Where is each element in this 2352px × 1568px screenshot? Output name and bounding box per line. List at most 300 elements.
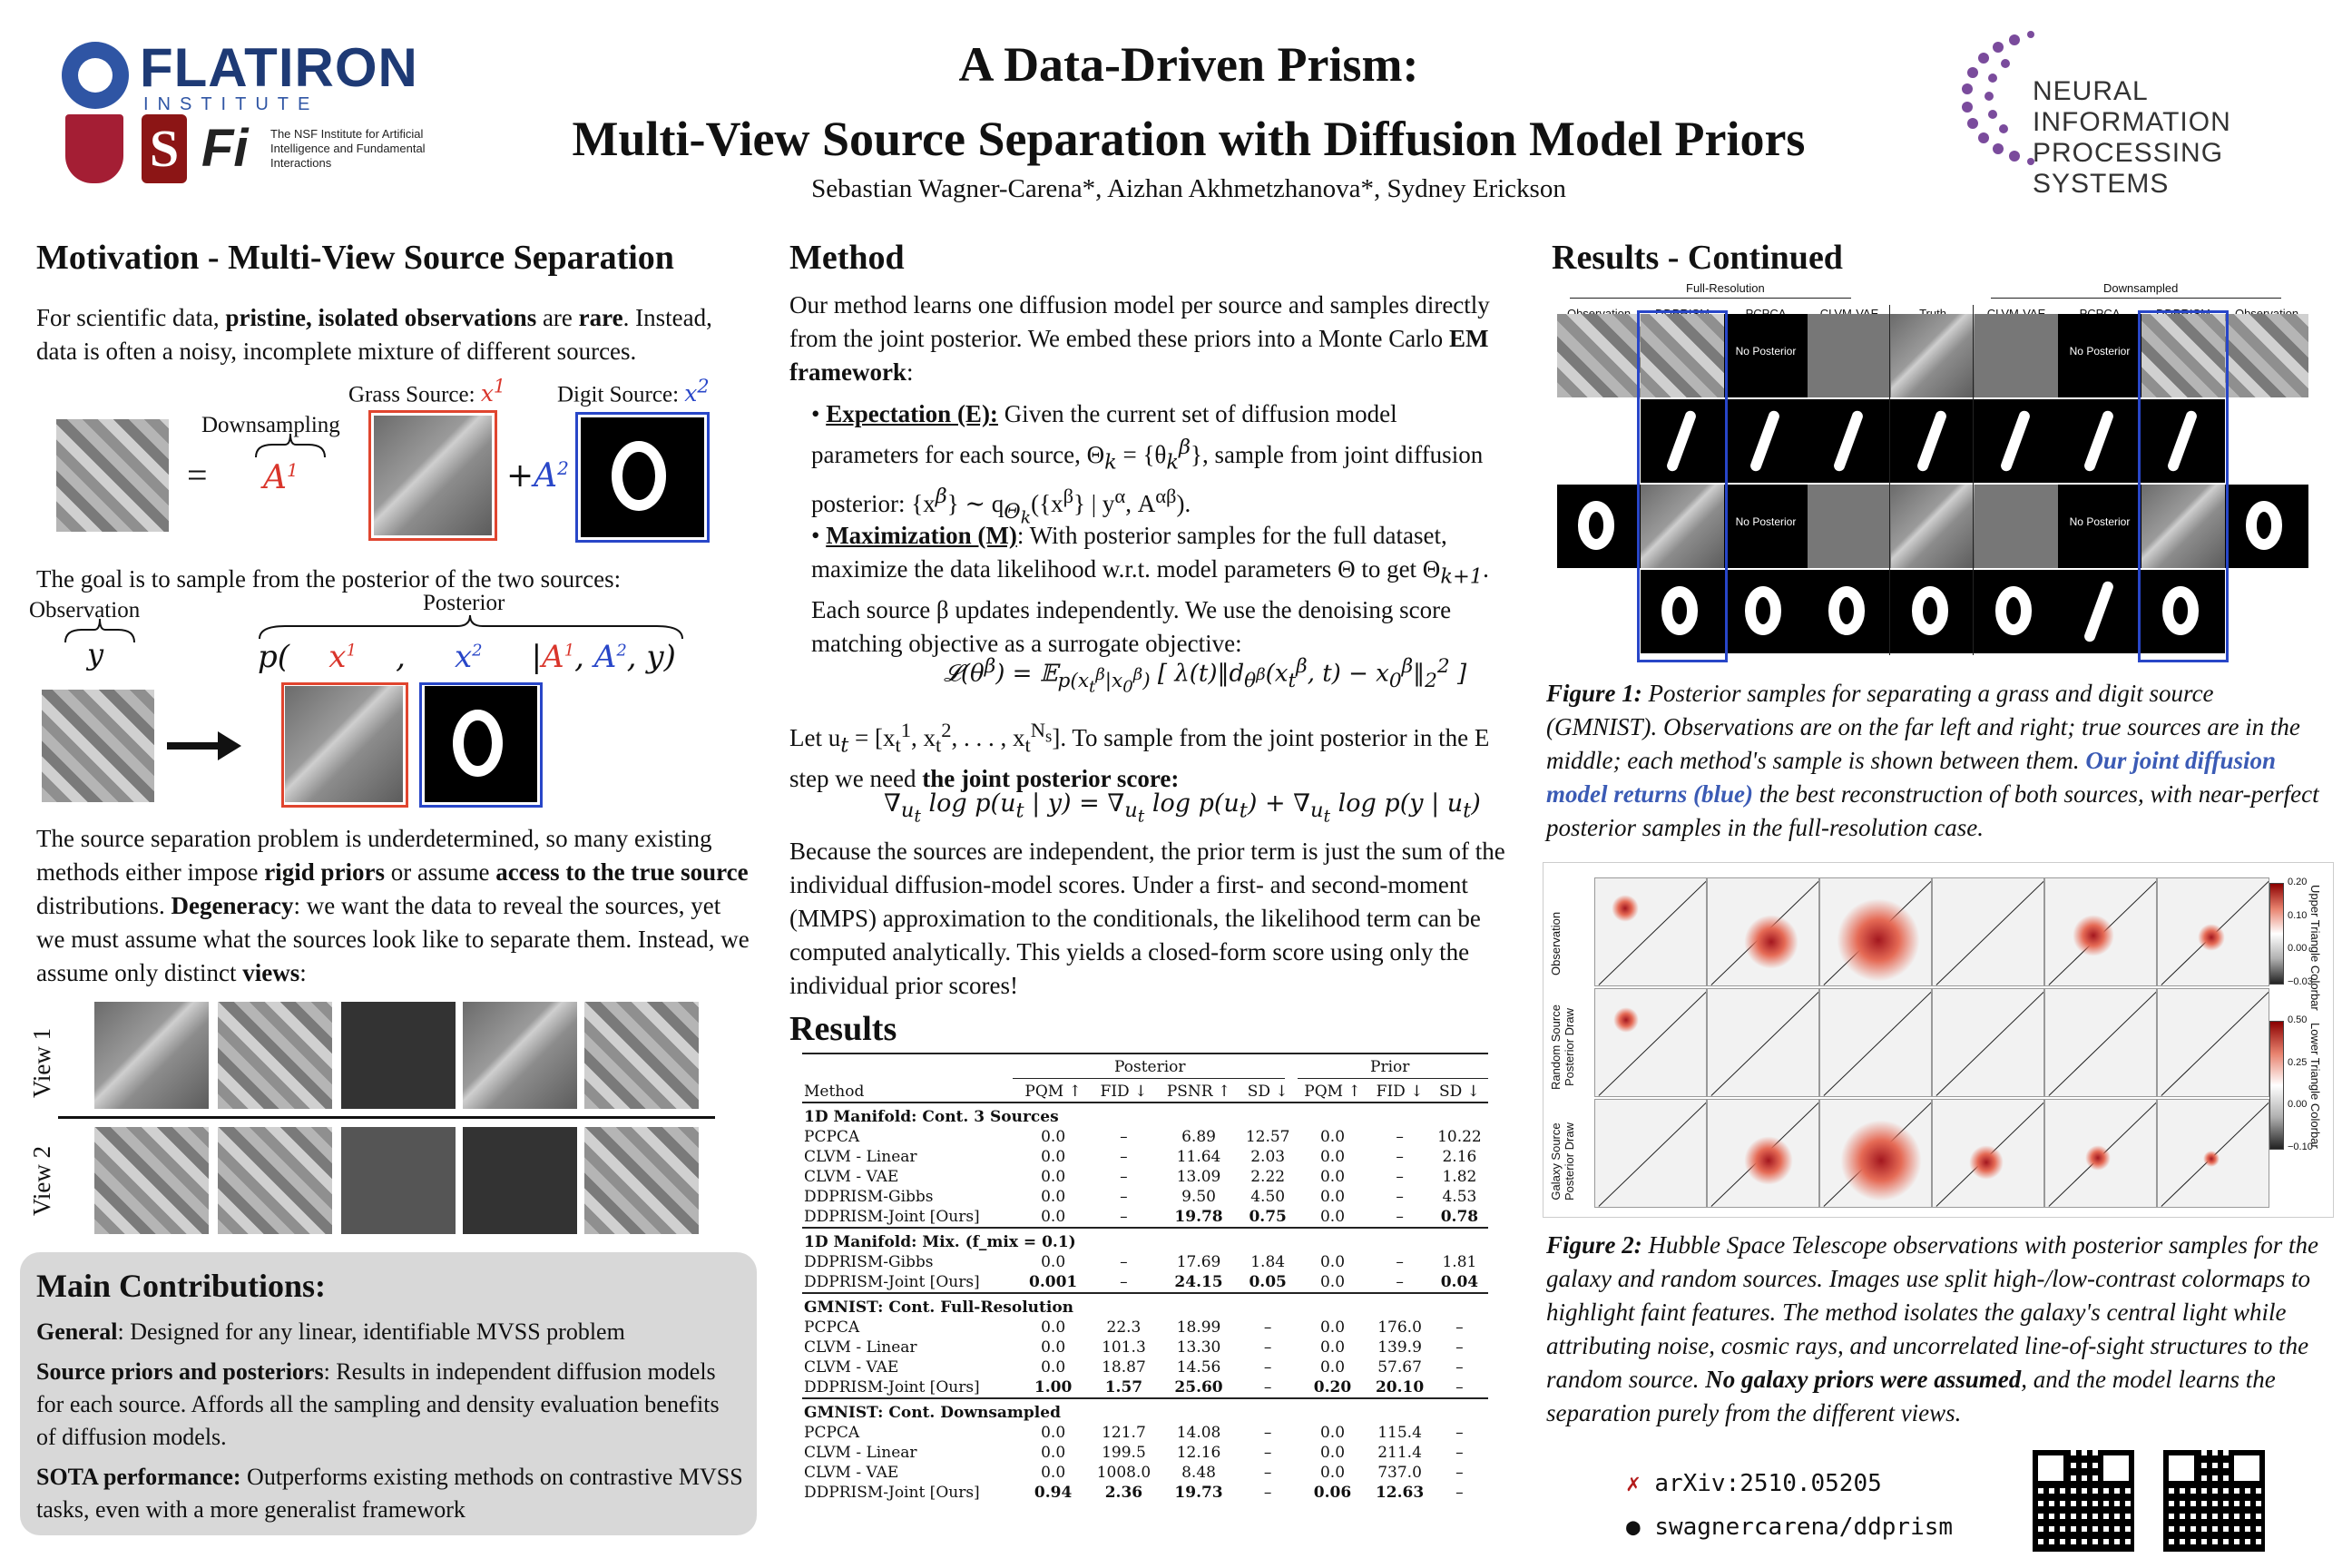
fig2-panel [1707,877,1819,986]
table-cell: 1.00 [1034,1378,1073,1396]
table-cell: CLVM - Linear [804,1338,917,1357]
full-res-label: Full-Resolution [1686,281,1765,295]
fig1-separator [1973,305,1974,655]
figure-2 [1543,862,2334,1218]
digit-source-frame [575,412,710,543]
stanford-logo-icon: S [142,114,187,183]
table-cell: – [1263,1338,1272,1357]
view2-image-1 [94,1127,209,1234]
table-cell: – [1455,1424,1464,1442]
table-section-title: 1D Manifold: Cont. 3 Sources [802,1102,1488,1127]
fig1-sample-image [1891,314,1975,397]
table-cell: 11.64 [1176,1148,1221,1166]
text-run: No galaxy priors were assumed [1705,1366,2022,1393]
table-cell: – [1455,1338,1464,1357]
github-icon: ● [1626,1514,1641,1541]
table-cell: 13.30 [1176,1338,1221,1357]
text-run: The source separation problem is underdetermined, so many existing methods either impose [36,825,712,886]
contribution-general [36,1316,744,1348]
results-table [802,1082,1488,1503]
neurips-line-1: NEURAL INFORMATION [2033,76,2231,137]
fig2-source-blob [1744,1136,1793,1185]
table-cell: – [1396,1188,1404,1206]
table-cell: – [1120,1273,1128,1291]
colorbar-tick-label: 0.50 [2288,1014,2308,1025]
table-row [802,1338,1488,1357]
text-run: : Results in independent diffusion models for each source. Affords all the sampling and density evaluation benefits of diffusion models. [36,1358,720,1450]
flatiron-subtitle: INSTITUTE [143,94,319,114]
table-cell: 0.0 [1319,1188,1346,1206]
table-cell: DDPRISM-Gibbs [804,1253,934,1271]
full-res-rule [1570,298,1851,299]
fig2-panel [2157,1099,2269,1208]
text-run: EM framework [789,325,1489,386]
table-top-rule [802,1053,1488,1054]
dsm-formula: $𝓛(\theta^\beta)$ = 𝔼$_{p(x_t^\beta|x_0^\beta)}$ [ $\lambda(t)‖d_{\theta^\beta}(x_t^\beta$, $t) - x_0^\beta‖_2^2$ ] [944,655,1467,697]
table-section-row [802,1228,1488,1252]
colorbar-tick-label: −0.03 [2288,976,2313,987]
fig1-sample-image [2058,570,2141,653]
table-cell: 4.53 [1442,1188,1477,1206]
fig2-panel [1932,988,2044,1097]
table-header-cell: Method [804,1083,865,1101]
table-cell: 2.36 [1104,1484,1143,1502]
expectation-step: • Expectation (E): Given the current set of diffusion model parameters for each source, $\Theta_k = \{\theta_k^\beta\}$, sample from joint diffusion posterior: $\{x^\beta\}$ ∼ $q_{\Theta_k}(\{x^\beta\}$ | $y^\alpha$, $A^{\alpha\beta}$). [811,400,1484,528]
view1-label: View 1 [28,1027,55,1098]
fig2-panel [1707,988,1819,1097]
table-cell: PCPCA [804,1128,860,1146]
table-cell: 14.08 [1176,1424,1221,1442]
figure-1-caption [1546,677,2327,845]
grass-posterior-frame [281,682,408,808]
table-cell: 2.16 [1442,1148,1477,1166]
table-cell: 18.87 [1102,1358,1146,1377]
view1-image-4 [463,1002,577,1109]
table-cell: 0.20 [1313,1378,1352,1396]
table-cell: CLVM - VAE [804,1358,899,1377]
text-run: Expectation (E): [826,400,998,427]
table-cell: 8.48 [1181,1464,1216,1482]
table-row [802,1187,1488,1207]
fig1-sample-image [1891,399,1975,483]
text-run: Outperforms existing methods on contrastive MVSS tasks, even with a more generalist framework [36,1464,743,1523]
table-cell: – [1120,1188,1128,1206]
table-row [802,1272,1488,1293]
method-conclusion: Because the sources are independent, the prior term is just the sum of the individual diffusion-model scores. Under a first- and second-moment (MMPS) approximation to the conditionals, the likelihood term can be computed analytically. This yields a closed-form score using only the individual prior scores! [789,838,1505,999]
table-cell: 0.0 [1041,1208,1066,1226]
table-cell: – [1263,1318,1272,1337]
fig2-source-blob [2203,1151,2220,1167]
text-run: . To sample from the joint posterior in the E step we need [789,724,1490,793]
table-cell: 24.15 [1174,1273,1223,1291]
fig2-row-observation: Observation [1549,911,1563,975]
table-cell: 1.84 [1250,1253,1286,1271]
text-run: the best reconstruction of both sources, with near-perfect posterior samples in the full-resolution case. [1546,780,2319,841]
fig2-panel [1819,1099,1932,1208]
view1-image-1 [94,1002,209,1109]
table-cell: 0.78 [1440,1208,1479,1226]
text-run: : With posterior samples for the full dataset, maximize the data likelihood w.r.t. model parameters Θ to get Θ [811,522,1447,583]
table-cell: 12.16 [1176,1444,1221,1462]
contribution-priors [36,1356,744,1454]
fig2-panel [1932,1099,2044,1208]
joint-score-text: Let $u_t = [x_t^1$, $x_t^2$, . . . , $x_t^{N_s}$]. To sample from the joint posterior in the E step we need the joint posterior score: [789,719,1490,793]
text-run: : [906,358,914,386]
lower-colorbar-label: Lower Triangle Colorbar [2308,1023,2322,1149]
text-run: distributions. [36,892,172,919]
table-cell: 0.0 [1319,1444,1346,1462]
results-table-body [802,1082,1488,1503]
table-cell: 0.0 [1319,1168,1346,1186]
table-cell: 14.56 [1176,1358,1221,1377]
iaifi-logo-icon: Fi [201,119,249,178]
table-cell: 1.57 [1104,1378,1143,1396]
table-cell: 17.69 [1176,1253,1221,1271]
table-cell: – [1396,1208,1404,1226]
underdetermined-text [36,822,753,990]
fig2-source-blob [1613,1007,1639,1033]
table-cell: – [1396,1253,1404,1271]
title-line-1: A Data-Driven Prism: [958,37,1419,92]
table-cell: 0.0 [1319,1424,1346,1442]
text-run: pristine, isolated observations [225,304,537,331]
view2-image-3 [341,1127,456,1234]
view-divider [58,1116,715,1119]
text-run: SOTA performance: [36,1464,241,1490]
table-header-cell: FID ↓ [1100,1083,1148,1101]
table-cell: 0.0 [1041,1444,1066,1462]
fig2-source-blob [2073,915,2114,956]
table-cell: – [1455,1444,1464,1462]
table-cell: 0.0 [1319,1464,1346,1482]
fig1-sample-image: No Posterior [1724,314,1808,397]
colorbar-tick-label: 0.00 [2288,943,2308,955]
text-run: are [536,304,579,331]
text-run: Digit Source: [557,382,685,407]
table-cell: – [1263,1464,1272,1482]
table-cell: PCPCA [804,1424,860,1442]
text-run: Posterior samples for separating a grass and digit source (GMNIST). Observations are on the far left and right; true sources are in the middle; each method's sample is shown between them. [1546,680,2300,774]
grass-source-label [348,370,505,411]
fig2-panel [1819,988,1932,1097]
table-cell: 19.78 [1174,1208,1223,1226]
table-cell: 0.0 [1041,1168,1066,1186]
table-cell: 139.9 [1377,1338,1422,1357]
neurips-line-2: PROCESSING SYSTEMS [2033,138,2224,199]
poster-title [436,27,1942,176]
table-cell: DDPRISM-Joint [Ours] [804,1378,980,1396]
fig2-source-blob [1612,895,1639,922]
table-cell: 0.0 [1041,1318,1066,1337]
fig1-sample-image [2058,399,2141,483]
text-run: the joint posterior score: [922,765,1180,793]
table-cell: 20.10 [1375,1378,1425,1396]
table-cell: – [1120,1168,1128,1186]
text-run: . Each source β updates independently. We use the denoising score matching objective as a surrogate objective: [811,555,1489,658]
table-cell: PCPCA [804,1318,860,1337]
table-cell: – [1396,1148,1404,1166]
text-run: : [299,959,307,986]
view2-label: View 2 [28,1145,55,1216]
table-cell: 0.0 [1041,1148,1066,1166]
table-cell: 1.81 [1442,1253,1477,1271]
table-cell: 9.50 [1181,1188,1216,1206]
table-section-row [802,1293,1488,1318]
iaifi-text: The NSF Institute for Artificial Intelligence and Fundamental Interactions [270,127,426,170]
table-cell: 0.94 [1034,1484,1073,1502]
table-cell: – [1263,1424,1272,1442]
arxiv-link[interactable] [1626,1470,1882,1497]
motivation-heading: Motivation - Multi-View Source Separation [36,239,674,277]
text-run: views [242,959,300,986]
text-run: Hubble Space Telescope observations with posterior samples for the galaxy and random sources. Images use split high-/low-contrast colormaps to highlight faint features. The method isolates the galaxy's central light while attributing noise, cosmic rays, and uncorrelated line-of-sight structures to the random source. [1546,1231,2318,1393]
partner-logos [65,114,428,187]
fig1-sample-image [1808,314,1891,397]
math-y: y [87,637,104,671]
fig1-sample-image [1975,399,2058,483]
text-run: or assume [384,858,496,886]
table-row [802,1207,1488,1228]
table-cell: 0.0 [1041,1253,1066,1271]
table-row [802,1127,1488,1147]
fig1-sample-image [2225,314,2308,397]
math-x2: $x^2$ [684,376,710,407]
table-cell: 737.0 [1377,1464,1422,1482]
colorbar-tick-label: 0.00 [2288,1099,2308,1111]
fig1-sample-image: No Posterior [2058,314,2141,397]
table-cell: 199.5 [1102,1444,1146,1462]
table-cell: 22.3 [1106,1318,1142,1337]
flatiron-logo [62,36,418,114]
table-row [802,1377,1488,1398]
fig2-panel [1594,1099,1707,1208]
text-run: . Instead, data is often a noisy, incomplete mixture of different sources. [36,304,712,365]
table-cell: 0.0 [1041,1188,1066,1206]
fig1-sample-image [1724,399,1808,483]
arxiv-qr-code[interactable] [2033,1450,2134,1552]
table-cell: 0.0 [1319,1358,1346,1377]
text-run: Given the current set of diffusion model parameters for each source, Θ [811,400,1397,468]
downsampling-label: Downsampling [201,413,340,437]
fig2-row-random: Random Source Posterior Draw [1549,1004,1576,1090]
table-cell: 115.4 [1377,1424,1422,1442]
table-cell: 0.0 [1319,1128,1346,1146]
text-run: Figure 2: [1546,1231,1642,1259]
downsampled-rule [1991,298,2281,299]
table-cell: 13.09 [1176,1168,1221,1186]
fig2-panel [2157,988,2269,1097]
table-cell: 211.4 [1377,1444,1422,1462]
contribution-sota [36,1461,744,1526]
fig2-source-blob [1840,1120,1922,1201]
table-cell: 25.60 [1174,1378,1223,1396]
table-cell: – [1455,1358,1464,1377]
github-qr-code[interactable] [2163,1450,2265,1552]
fig1-sample-image [1975,314,2058,397]
math-plus-A2: $+A^2$ [506,457,569,495]
table-cell: 176.0 [1377,1318,1422,1337]
table-cell: 0.0 [1041,1464,1066,1482]
table-posterior-header: Posterior [1114,1058,1186,1076]
colorbar-tick-label: −0.10 [2288,1142,2313,1152]
table-cell: 0.0 [1041,1358,1066,1377]
table-cell: 0.0 [1041,1424,1066,1442]
github-link[interactable] [1626,1514,1953,1541]
fig2-panel [1594,877,1707,986]
fig1-sample-image [1808,399,1891,483]
posterior-rule [1013,1078,1285,1079]
view1-image-5 [584,1002,699,1109]
table-cell: – [1455,1464,1464,1482]
table-cell: 57.67 [1377,1358,1422,1377]
posterior-formula: p( $x^1$ , $x^2$ $|A^1$, $A^2$, y) [258,639,676,675]
fig1-sample-image [1724,570,1808,653]
observation-y-image [42,690,154,802]
fig2-source-blob [2085,1145,2111,1171]
text-run: Maximization (M) [826,522,1017,549]
table-cell: 0.0 [1319,1208,1346,1226]
table-cell: – [1263,1484,1272,1502]
table-cell: 0.06 [1313,1484,1352,1502]
table-cell: CLVM - VAE [804,1168,899,1186]
table-cell: 19.73 [1174,1484,1223,1502]
fig1-sample-image [1808,570,1891,653]
fig2-source-blob [1837,898,1920,982]
table-cell: – [1396,1273,1404,1291]
fig2-panel [1707,1099,1819,1208]
fig1-ddprism-highlight [2138,310,2229,662]
table-cell: 12.63 [1375,1484,1425,1502]
table-cell: CLVM - Linear [804,1148,917,1166]
table-cell: – [1455,1378,1464,1396]
digit-posterior-frame [419,682,543,808]
colorbar-tick-label: 0.10 [2288,909,2308,921]
text-run: Let u [789,724,841,751]
text-run: Our joint diffusion model returns (blue) [1546,747,2277,808]
table-cell: 12.57 [1245,1128,1290,1146]
table-cell: 121.7 [1102,1424,1146,1442]
text-run: : Designed for any linear, identifiable MVSS problem [117,1318,625,1345]
table-cell: – [1263,1378,1272,1396]
table-section-title: GMNIST: Cont. Full-Resolution [802,1293,1488,1318]
table-cell: – [1455,1484,1464,1502]
table-cell: 0.05 [1249,1273,1287,1291]
table-header-cell: FID ↓ [1376,1083,1424,1101]
table-header-cell: PQM ↑ [1304,1083,1361,1101]
table-cell: 0.75 [1249,1208,1287,1226]
view1-image-2 [218,1002,332,1109]
table-cell: 0.0 [1319,1148,1346,1166]
table-section-row [802,1102,1488,1127]
text-run: , sample from joint diffusion posterior: {x [811,441,1484,518]
maximization-step: • Maximization (M): With posterior samples for the full dataset, maximize the data likelihood w.r.t. model parameters Θ to get $\Theta_{k+1}$. Each source β updates independently. We use the denoising score matching objective as a surrogate objective: [811,522,1489,658]
colorbar-tick-label: 0.25 [2288,1056,2308,1068]
fig1-sample-image [1557,314,1641,397]
fig1-sample-image [1891,485,1975,568]
table-header-cell: PSNR ↑ [1166,1083,1231,1101]
motivation-intro [36,301,753,368]
upper-colorbar-label: Upper Triangle Colorbar [2308,885,2322,1011]
score-formula: $\nabla_{u_t}$ $\log p(u_t$ | $y) = \nabla_{u_t}$ $\log p(u_t) + \nabla_{u_t}$ log p(y | $u_t$) [884,789,1481,827]
figure-2-caption [1546,1229,2327,1430]
fig1-sample-image: No Posterior [2058,485,2141,568]
table-cell: 4.50 [1250,1188,1286,1206]
text-run: rare [578,304,623,331]
table-row [802,1463,1488,1483]
text-run: Source priors and posteriors [36,1358,324,1385]
text-run: Grass Source: [348,382,481,407]
fig1-sample-image [1557,485,1641,568]
text-run: Figure 1: [1546,680,1642,707]
table-row [802,1252,1488,1272]
table-row [802,1483,1488,1503]
table-cell: 0.04 [1440,1273,1479,1291]
table-cell: 0.001 [1029,1273,1078,1291]
fig1-sample-image: No Posterior [1724,485,1808,568]
fig2-panel [1819,877,1932,986]
fig2-source-blob [2198,924,2225,951]
table-cell: – [1396,1168,1404,1186]
posterior-label: Posterior [423,591,505,615]
table-cell: – [1120,1208,1128,1226]
goal-text: The goal is to sample from the posterior of the two sources: [36,565,622,593]
table-cell: 10.22 [1437,1128,1482,1146]
text-run: Our method learns one diffusion model per source and samples directly from the joint posterior. We embed these priors into a Monte Carlo [789,291,1490,352]
method-heading: Method [789,239,905,277]
table-cell: DDPRISM-Joint [Ours] [804,1273,980,1291]
github-repo: swagnercarena/ddprism [1654,1514,1954,1541]
view2-image-5 [584,1127,699,1234]
contributions-heading: Main Contributions: [36,1268,327,1304]
fig2-panel [2044,1099,2157,1208]
table-header-cell: PQM ↑ [1024,1083,1082,1101]
text-run: Degeneracy [171,892,294,919]
method-intro [789,289,1506,389]
results-continued-heading: Results - Continued [1552,239,1843,277]
fig1-separator [1889,305,1890,655]
fig2-source-blob [1744,915,1798,969]
view1-image-3 [341,1002,456,1109]
results-heading: Results [789,1010,897,1048]
brace-icon [254,432,327,459]
table-cell: 0.0 [1319,1338,1346,1357]
lower-colorbar [2269,1021,2284,1150]
table-cell: – [1263,1444,1272,1462]
table-cell: – [1120,1253,1128,1271]
table-cell: 18.99 [1176,1318,1221,1337]
table-cell: CLVM - VAE [804,1464,899,1482]
upper-colorbar [2269,883,2284,985]
table-section-title: 1D Manifold: Mix. (f_mix = 0.1) [802,1228,1488,1252]
arrow-right-icon [163,726,245,766]
table-cell: 1.82 [1442,1168,1477,1186]
table-cell: 2.03 [1250,1148,1286,1166]
math-x1: $x^1$ [480,376,506,407]
observation-label: Observation [29,598,141,622]
fig2-panel [2157,877,2269,986]
table-row [802,1167,1488,1187]
neurips-logo [1951,22,2332,199]
fig1-sample-image [1975,570,2058,653]
fig1-sample-image [1808,485,1891,568]
table-cell: – [1263,1358,1272,1377]
fig2-panel [2044,877,2157,986]
digit-source-label [557,370,710,411]
colorbar-tick-label: 0.20 [2288,877,2308,887]
table-cell: – [1120,1128,1128,1146]
view2-image-2 [218,1127,332,1234]
text-run: General [36,1318,118,1345]
